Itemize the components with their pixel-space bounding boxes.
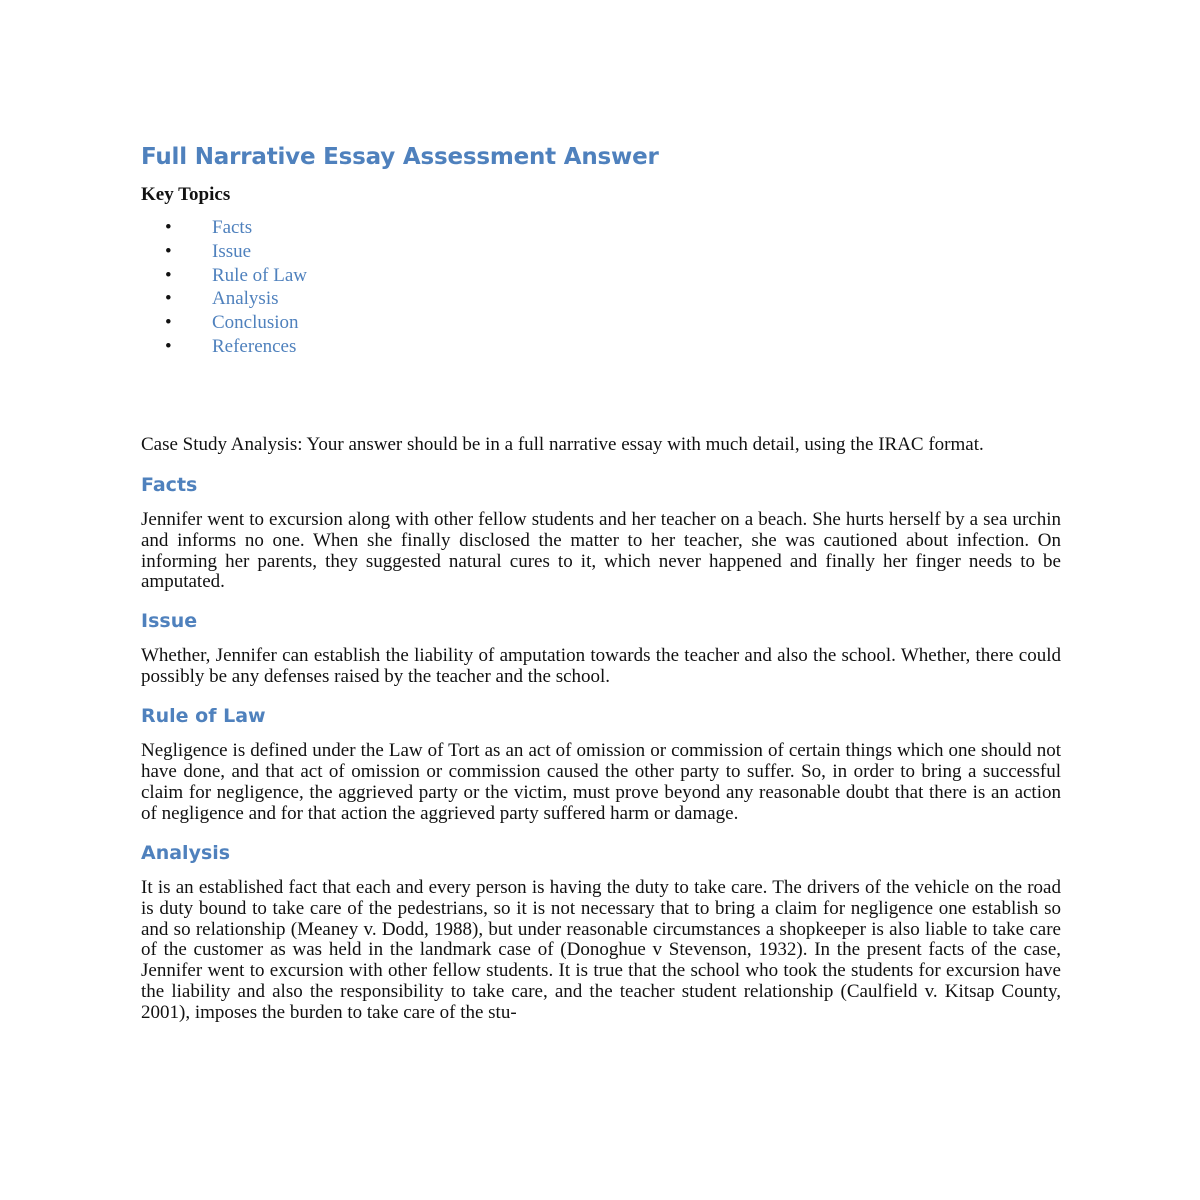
section-analysis: [141, 842, 1061, 1024]
toc-item-issue: [141, 240, 1061, 264]
toc-link-facts[interactable]: Facts: [212, 217, 253, 238]
document-page: [141, 144, 1061, 1041]
toc-link-analysis[interactable]: Analysis: [212, 288, 279, 310]
section-text-analysis: It is an established fact that each and every person is having the duty to take care. The drivers of the vehicle on the road is duty bound to take care of the pedestrians, so it is not necessary that to bring a claim for negligence one establish so and so relationship (Meaney v. Dodd, 1988), but under reasonable circumstances a shopkeeper is also liable to take care of the customer as was held in the landmark case of (Donoghue v Stevenson, 1932). In the present facts of the case, Jennifer went to excursion with other fellow students. It is true that the school who took the students for excursion have the liability and also the responsibility to take care, and the teacher student relationship (Caulfield v. Kitsap County, 2001), imposes the burden to take care of the stu-: [141, 876, 1061, 1024]
toc-item-rule-of-law: [141, 264, 1061, 288]
section-rule-of-law: [141, 705, 1061, 825]
bullet-icon: •: [165, 264, 172, 286]
bullet-icon: •: [165, 217, 172, 238]
section-heading-facts: Facts: [141, 473, 198, 496]
toc-link-issue[interactable]: Issue: [212, 240, 252, 262]
section-heading-rule-of-law: Rule of Law: [141, 705, 266, 728]
bullet-icon: •: [165, 240, 172, 262]
section-heading-issue: Issue: [141, 610, 198, 633]
toc-item-facts: [141, 216, 1061, 240]
table-of-contents: [141, 216, 1061, 359]
toc-item-references: [141, 335, 1061, 359]
section-text-rule-of-law: Negligence is defined under the Law of Tort as an act of omission or commission of certain things which one should not have done, and that act of omission or commission caused the other party to suffer. So, in order to bring a successful claim for negligence, the aggrieved party or the victim, must prove beyond any reasonable doubt that there is an action of negligence and for that action the aggrieved party suffered harm or damage.: [141, 740, 1061, 824]
section-text-facts: Jennifer went to excursion along with other fellow students and her teacher on a beach. She hurts herself by a sea urchin and informs no one. When she finally disclosed the matter to her teacher, she was cautioned about infection. On informing her parents, they suggested natural cures to it, which never happened and finally her finger needs to be amputated.: [141, 508, 1061, 593]
section-text-issue: Whether, Jennifer can establish the liability of amputation towards the teacher and also the school. Whether, there could possibly be any defenses raised by the teacher and the school.: [141, 645, 1061, 688]
section-heading-analysis: Analysis: [141, 841, 231, 864]
key-topics-heading: Key Topics: [141, 184, 231, 205]
page-title: Full Narrative Essay Assessment Answer: [141, 144, 659, 170]
section-facts: [141, 474, 1061, 594]
toc-item-analysis: [141, 287, 1061, 311]
bullet-icon: •: [165, 312, 172, 334]
bullet-icon: •: [165, 335, 172, 357]
toc-link-conclusion[interactable]: Conclusion: [212, 312, 299, 334]
toc-link-rule-of-law[interactable]: Rule of Law: [212, 264, 307, 286]
bullet-icon: •: [165, 288, 172, 310]
section-issue: [141, 610, 1061, 688]
intro-paragraph: Case Study Analysis: Your answer should be in a full narrative essay with much detail, using the IRAC format.: [141, 433, 984, 455]
toc-link-references[interactable]: References: [212, 335, 297, 357]
toc-item-conclusion: [141, 311, 1061, 335]
